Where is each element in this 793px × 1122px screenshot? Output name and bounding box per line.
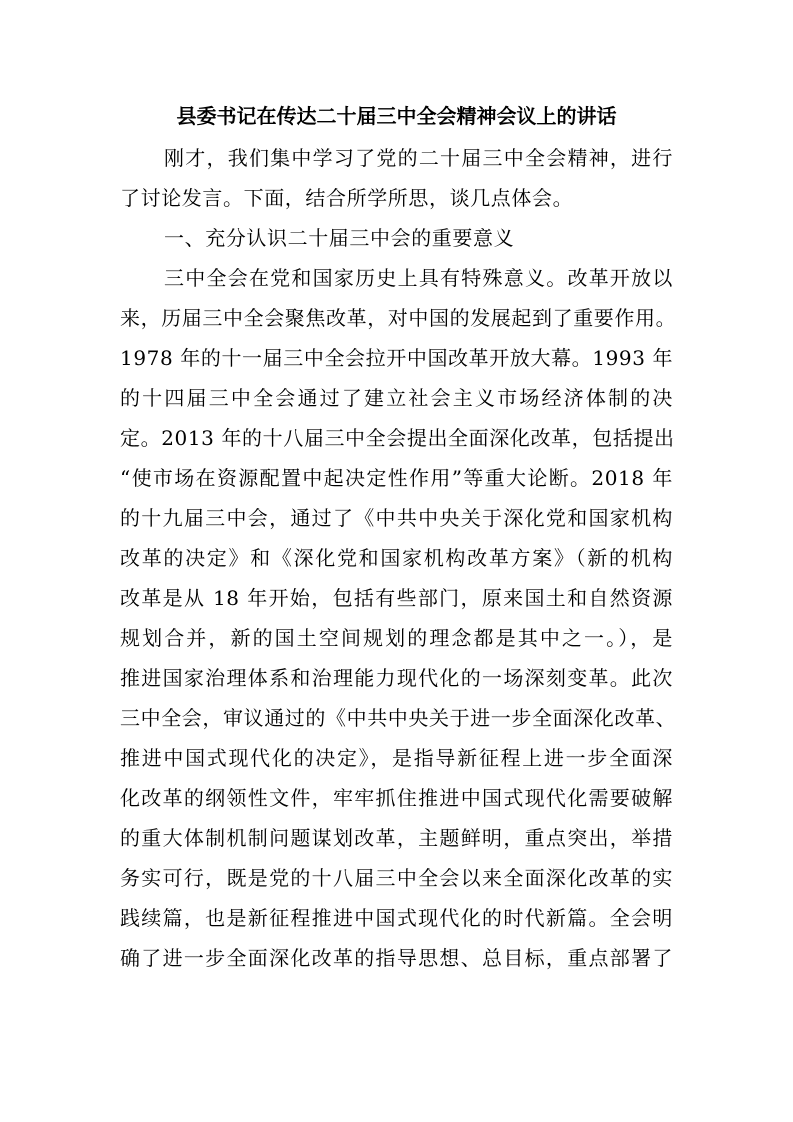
text-line: 的十九届三中会，通过了《中共中央关于深化党和国家机构 (120, 506, 673, 530)
document-body (120, 138, 677, 978)
text-line: 定。2013 年的十八届三中全会提出全面深化改革，包括提出 (120, 426, 675, 450)
text-line: 化改革的纲领性文件，牢牢抓住推进中国式现代化需要破解 (120, 786, 673, 810)
text-line: 1978 年的十一届三中全会拉开中国改革开放大幕。1993 年 (120, 346, 674, 370)
text-line: 的重大体制机制问题谋划改革，主题鲜明，重点突出，举措 (120, 826, 673, 850)
document-title: 县委书记在传达二十届三中全会精神会议上的讲话 (176, 104, 617, 128)
text-line: 务实可行，既是党的十八届三中全会以来全面深化改革的实 (120, 866, 673, 890)
text-line: 来，历届三中全会聚焦改革，对中国的发展起到了重要作用。 (120, 306, 677, 330)
paragraph-significance (120, 258, 677, 978)
paragraph-opening (120, 138, 673, 218)
text-line: 的十四届三中全会通过了建立社会主义市场经济体制的决 (120, 386, 673, 410)
text-line: 一、充分认识二十届三中会的重要意义 (164, 226, 515, 250)
text-line: 推进国家治理体系和治理能力现代化的一场深刻变革。此次 (120, 666, 673, 690)
text-line: 规划合并，新的国土空间规划的理念都是其中之一。），是 (120, 626, 673, 650)
text-line: 推进中国式现代化的决定》，是指导新征程上进一步全面深 (120, 746, 673, 770)
text-line: “使市场在资源配置中起决定性作用”等重大论断。2018 年 (120, 466, 673, 490)
section-heading (120, 218, 673, 258)
text-line: 确了进一步全面深化改革的指导思想、总目标，重点部署了 (120, 946, 673, 970)
text-line: 了讨论发言。下面，结合所学所思，谈几点体会。 (120, 186, 574, 210)
text-line: 三中全会，审议通过的《中共中央关于进一步全面深化改革、 (120, 706, 677, 730)
text-line: 改革是从 18 年开始，包括有些部门，原来国土和自然资源 (120, 586, 673, 610)
text-line: 改革的决定》和《深化党和国家机构改革方案》（新的机构 (120, 546, 673, 570)
text-line: 践续篇，也是新征程推进中国式现代化的时代新篇。全会明 (120, 906, 673, 930)
text-line: 刚才，我们集中学习了党的二十届三中全会精神，进行 (164, 146, 673, 170)
text-line: 三中全会在党和国家历史上具有特殊意义。改革开放以 (164, 266, 673, 290)
